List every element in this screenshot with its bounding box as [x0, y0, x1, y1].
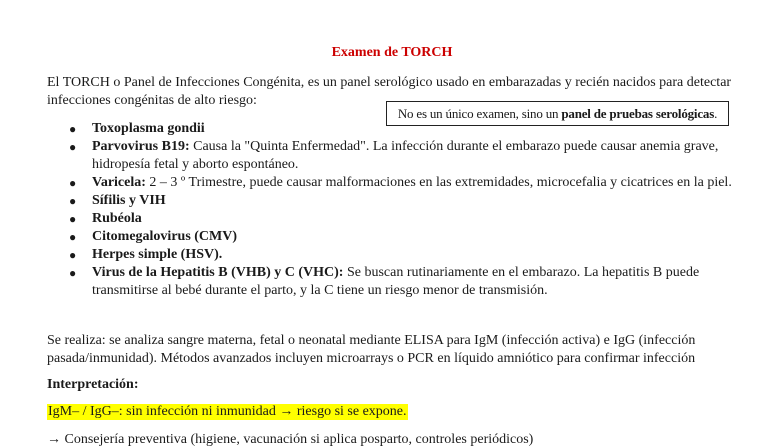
interpretation-heading: Interpretación: [47, 377, 139, 392]
item-name: Varicela: [92, 175, 146, 190]
bullet-icon: ● [69, 140, 77, 154]
item-text: Se buscan rutinariamente en el embarazo. La hepatitis B puede transmitirse al bebé durante el parto, y la C tiene un riesgo menor de transmisión. [92, 265, 700, 298]
page-title: Examen de TORCH [331, 45, 453, 60]
item-name: Herpes simple (HSV). [92, 247, 223, 262]
bullet-icon: ● [69, 176, 77, 190]
bullet-icon: ● [69, 212, 77, 226]
method-paragraph: Se realiza: se analiza sangre materna, fetal o neonatal mediante ELISA para IgM (infección activa) e IgG (infección pasada/inmunidad). Métodos avanzados incluyen microarrays o PCR en líquido amniótico para confirmar infección [47, 333, 696, 366]
bullet-icon: ● [69, 230, 77, 244]
intro-paragraph: El TORCH o Panel de Infecciones Congénita, es un panel serológico usado en embarazadas y recién nacidos para detectar infecciones congénitas de alto riesgo: [47, 75, 732, 108]
list-item [47, 264, 747, 300]
item-text: Causa la "Quinta Enfermedad". La infección durante el embarazo puede causar anemia grave, hidropesía fetal y aborto espontáneo. [92, 139, 719, 172]
bullet-icon: ● [69, 122, 77, 136]
item-name: Virus de la Hepatitis B (VHB) y C (VHC): [92, 265, 344, 280]
bullet-icon: ● [69, 194, 77, 208]
highlighted-line: IgM– / IgG–: sin infección ni inmunidad → riesgo si se expone. [48, 404, 407, 419]
list-item [47, 210, 747, 228]
item-name: Parvovirus B19: [92, 139, 190, 154]
list-item [47, 246, 747, 264]
callout-prefix: No es un único examen, sino un [397, 106, 562, 121]
list-item [47, 138, 747, 174]
list-item [47, 120, 747, 138]
list-item [47, 174, 747, 192]
list-item [47, 192, 747, 210]
item-name: Toxoplasma gondii [92, 121, 205, 136]
truncated-line: → Consejería preventiva (higiene, vacunación si aplica posparto, controles periódicos) [47, 432, 534, 447]
callout-suffix: . [714, 106, 718, 121]
list-item [47, 228, 747, 246]
item-name: Sífilis y VIH [92, 193, 166, 208]
bullet-icon: ● [69, 266, 77, 280]
bullet-icon: ● [69, 248, 77, 262]
item-name: Rubéola [92, 211, 142, 226]
callout-bold: panel de pruebas serológicas [561, 106, 715, 121]
item-name: Citomegalovirus (CMV) [92, 229, 238, 244]
infection-list [47, 120, 747, 300]
item-text: 2 – 3 º Trimestre, puede causar malformaciones en las extremidades, microcefalia y cicatrices en la piel. [145, 175, 732, 190]
